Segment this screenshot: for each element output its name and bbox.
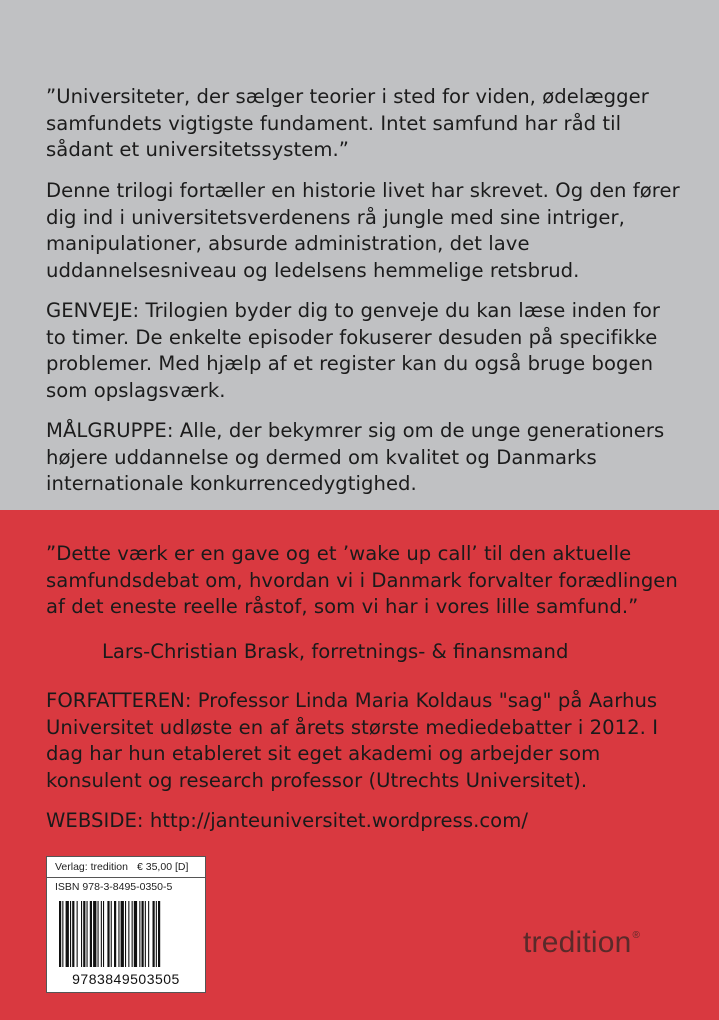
barcode-bar [142,901,144,967]
intro-paragraph: Denne trilogi fortæller en historie livet har skrevet. Og den fører dig ind i universitetsverdenens rå jungle med sine intriger, manipulationer, absurde administration, det lave uddannelsesniveau og ledelsens hemmelige retsbrud. [46,179,680,282]
barcode-bar [83,901,85,967]
price-text: € 35,00 [D] [137,861,189,873]
barcode-bar [132,901,133,967]
barcode-bar [125,901,126,967]
barcode-bar [158,901,160,967]
barcode-bar [121,901,124,967]
barcode-bar [103,901,104,967]
maalgruppe-paragraph: MÅLGRUPPE: Alle, der bekymrer sig om de unge generationers højere uddannelse og dermed om kvalitet og Danmarks internationale konkurrencedygtighed. [46,419,665,495]
barcode-bar [81,901,82,967]
barcode-bar [101,901,102,967]
barcode-label [46,856,206,993]
tredition-logo [523,926,640,960]
barcode-bar [114,901,116,967]
barcode-bar [66,901,69,967]
genveje-paragraph: GENVEJE: Trilogien byder dig to genveje du kan læse inden for to timer. De enkelte episoder fokuserer desuden på specifikke problemer. Med hjælp af et register kan du også bruge bogen som opslagsværk. [46,299,661,402]
barcode-bar [139,901,140,967]
barcode-bar [153,901,155,967]
logo-text: tredition [523,926,632,959]
barcode-bar [128,901,129,967]
isbn-text: ISBN 978-3-8495-0350-5 [55,881,173,893]
barcode-bar [93,901,96,967]
registered-mark: ® [632,930,641,941]
barcode-bar [134,901,137,967]
barcode-bar [87,901,88,967]
barcode-bar [107,901,109,967]
author-bio: FORFATTEREN: Professor Linda Maria Koldaus "sag" på Aarhus Universitet udløste en af årets største mediedebatter i 2012. I dag har hun etableret sit eget akademi og arbejder som konsulent og research professor (Utrechts Universitet). [46,689,659,792]
barcode-bar [111,901,112,967]
barcode-number: 9783849503505 [72,971,180,987]
barcode-bar [72,901,74,967]
barcode-icon [59,901,193,967]
barcode-bar [59,901,61,967]
barcode-bar [98,901,99,967]
barcode-bar [156,901,157,967]
barcode-bar [145,901,146,967]
barcode-bar [62,901,63,967]
website-line: WEBSIDE: http://janteuniversitet.wordpress.com/ [46,809,529,832]
barcode-bar [70,901,71,967]
barcode-bar [148,901,149,967]
barcode-bar [90,901,92,967]
opening-quote: ”Universiteter, der sælger teorier i sted for viden, ødelægger samfundets vigtigste fundament. Intet samfund har råd til sådant et universitetssystem.” [46,85,649,161]
barcode-bar [77,901,78,967]
label-divider [47,877,205,878]
review-attribution: Lars-Christian Brask, forretnings- & finansmand [102,640,569,663]
barcode-bar [118,901,119,967]
review-quote: ”Dette værk er en gave og et ’wake up call’ til den aktuelle samfundsdebat om, hvordan vi i Danmark forvalter forædlingen af det eneste reelle råstof, som vi har i vores lille samfund.” [46,542,678,618]
publisher-text: Verlag: tredition [55,861,128,873]
